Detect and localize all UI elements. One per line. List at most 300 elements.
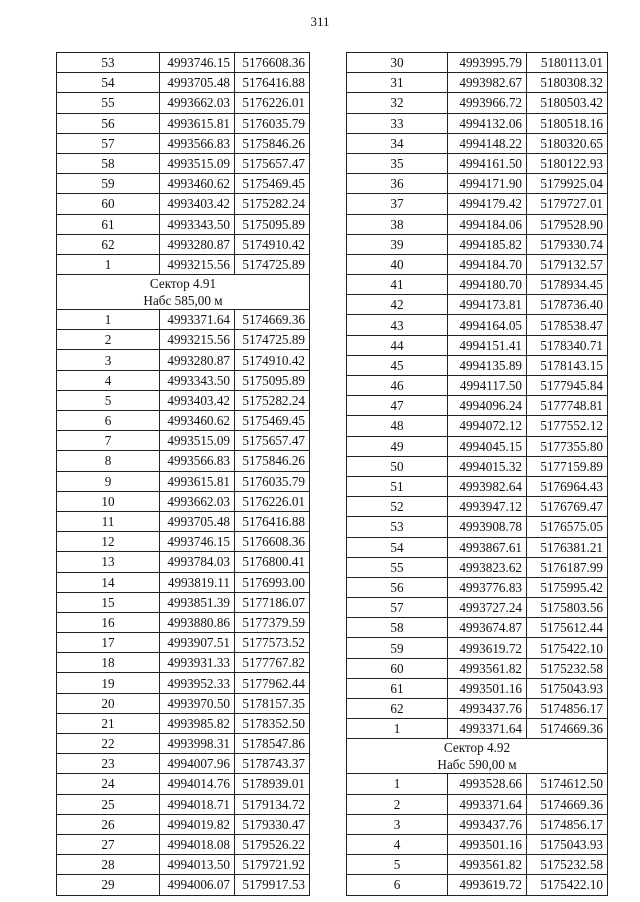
- coordinate-x: 4993819.11: [160, 572, 235, 592]
- coordinate-y: 5179134.72: [235, 794, 310, 814]
- table-row: [347, 53, 608, 73]
- coordinate-x: 4993908.78: [448, 517, 527, 537]
- point-number: 50: [347, 456, 448, 476]
- point-number: 62: [347, 699, 448, 719]
- table-row: [347, 93, 608, 113]
- sector-height: Набс 590,00 м: [437, 757, 517, 773]
- coordinate-x: 4994184.06: [448, 214, 527, 234]
- point-number: 4: [57, 370, 160, 390]
- table-row: [347, 638, 608, 658]
- table-row: [347, 396, 608, 416]
- coordinate-x: 4994013.50: [160, 855, 235, 875]
- table-row: [347, 73, 608, 93]
- coordinate-x: 4993343.50: [160, 214, 235, 234]
- point-number: 56: [347, 577, 448, 597]
- table-row: [57, 834, 310, 854]
- point-number: 1: [57, 310, 160, 330]
- coordinate-x: 4993674.87: [448, 618, 527, 638]
- point-number: 22: [57, 734, 160, 754]
- coordinate-x: 4993371.64: [448, 719, 527, 739]
- coordinate-y: 5179528.90: [527, 214, 608, 234]
- point-number: 17: [57, 633, 160, 653]
- coordinate-y: 5176769.47: [527, 497, 608, 517]
- table-row: [57, 113, 310, 133]
- point-number: 41: [347, 275, 448, 295]
- point-number: 1: [57, 254, 160, 274]
- table-row: [347, 194, 608, 214]
- table-row: [57, 653, 310, 673]
- coordinate-x: 4993501.16: [448, 834, 527, 854]
- coordinate-y: 5177748.81: [527, 396, 608, 416]
- point-number: 10: [57, 491, 160, 511]
- coordinate-y: 5174669.36: [527, 719, 608, 739]
- table-row: [57, 511, 310, 531]
- table-row: [347, 794, 608, 814]
- coordinate-y: 5177159.89: [527, 456, 608, 476]
- coordinate-x: 4993998.31: [160, 734, 235, 754]
- table-row: [347, 658, 608, 678]
- coordinate-y: 5178157.35: [235, 693, 310, 713]
- coordinate-y: 5175232.58: [527, 855, 608, 875]
- coordinate-x: 4993528.66: [448, 774, 527, 794]
- coordinate-x: 4993776.83: [448, 577, 527, 597]
- point-number: 54: [347, 537, 448, 557]
- coordinate-y: 5176608.36: [235, 53, 310, 73]
- point-number: 60: [57, 194, 160, 214]
- coordinate-x: 4993705.48: [160, 511, 235, 531]
- point-number: 16: [57, 612, 160, 632]
- coordinate-y: 5175282.24: [235, 194, 310, 214]
- table-row: [347, 275, 608, 295]
- coordinate-x: 4993280.87: [160, 234, 235, 254]
- point-number: 55: [347, 557, 448, 577]
- coordinate-x: 4993460.62: [160, 174, 235, 194]
- coordinate-y: 5179721.92: [235, 855, 310, 875]
- point-number: 30: [347, 53, 448, 73]
- coordinate-x: 4993460.62: [160, 411, 235, 431]
- coordinate-y: 5176608.36: [235, 532, 310, 552]
- point-number: 1: [347, 719, 448, 739]
- sector-header: [57, 275, 310, 310]
- coordinate-y: 5174910.42: [235, 234, 310, 254]
- coordinate-x: 4993727.24: [448, 598, 527, 618]
- table-row: [347, 416, 608, 436]
- point-number: 59: [347, 638, 448, 658]
- coordinate-x: 4993566.83: [160, 133, 235, 153]
- table-row: [57, 370, 310, 390]
- table-row: [347, 295, 608, 315]
- coordinate-x: 4994007.96: [160, 754, 235, 774]
- coordinate-y: 5179330.74: [527, 234, 608, 254]
- table-row: [57, 73, 310, 93]
- table-row: [57, 633, 310, 653]
- coordinate-x: 4993615.81: [160, 113, 235, 133]
- table-row: [347, 315, 608, 335]
- point-number: 13: [57, 552, 160, 572]
- coordinate-y: 5177355.80: [527, 436, 608, 456]
- sector-header: [347, 739, 608, 774]
- table-row: [57, 713, 310, 733]
- coordinate-x: 4993280.87: [160, 350, 235, 370]
- coordinate-y: 5178736.40: [527, 295, 608, 315]
- table-row: [347, 537, 608, 557]
- coordinate-x: 4993823.62: [448, 557, 527, 577]
- coordinate-x: 4993784.03: [160, 552, 235, 572]
- coordinate-x: 4994072.12: [448, 416, 527, 436]
- point-number: 4: [347, 834, 448, 854]
- table-row: [57, 330, 310, 350]
- point-number: 52: [347, 497, 448, 517]
- coordinate-y: 5177767.82: [235, 653, 310, 673]
- coordinate-x: 4994018.71: [160, 794, 235, 814]
- table-row: [347, 335, 608, 355]
- point-number: 5: [57, 390, 160, 410]
- point-number: 51: [347, 476, 448, 496]
- point-number: 57: [347, 598, 448, 618]
- table-row: [347, 618, 608, 638]
- coordinate-y: 5178538.47: [527, 315, 608, 335]
- coordinate-y: 5179917.53: [235, 875, 310, 895]
- point-number: 34: [347, 133, 448, 153]
- table-row: [347, 774, 608, 794]
- point-number: 61: [347, 678, 448, 698]
- point-number: 57: [57, 133, 160, 153]
- point-number: 39: [347, 234, 448, 254]
- table-row: [57, 411, 310, 431]
- coordinate-x: 4994173.81: [448, 295, 527, 315]
- coordinate-y: 5179330.47: [235, 814, 310, 834]
- coordinate-y: 5179132.57: [527, 254, 608, 274]
- coordinate-x: 4993966.72: [448, 93, 527, 113]
- coordinate-y: 5175282.24: [235, 390, 310, 410]
- table-row: [347, 598, 608, 618]
- sector-title: Сектор 4.91: [149, 276, 217, 292]
- coordinate-x: 4993437.76: [448, 699, 527, 719]
- coordinate-y: 5180308.32: [527, 73, 608, 93]
- table-row: [57, 774, 310, 794]
- coordinate-y: 5176964.43: [527, 476, 608, 496]
- point-number: 40: [347, 254, 448, 274]
- point-number: 9: [57, 471, 160, 491]
- coordinate-x: 4994117.50: [448, 376, 527, 396]
- coordinate-y: 5180320.65: [527, 133, 608, 153]
- table-row: [57, 532, 310, 552]
- point-number: 36: [347, 174, 448, 194]
- coordinate-y: 5175422.10: [527, 875, 608, 895]
- point-number: 47: [347, 396, 448, 416]
- table-row: [57, 491, 310, 511]
- table-row: [347, 436, 608, 456]
- coordinate-y: 5178340.71: [527, 335, 608, 355]
- table-row: [347, 234, 608, 254]
- point-number: 33: [347, 113, 448, 133]
- coordinate-y: 5174856.17: [527, 699, 608, 719]
- coordinate-x: 4993947.12: [448, 497, 527, 517]
- table-row: [57, 451, 310, 471]
- coordinate-y: 5176035.79: [235, 471, 310, 491]
- coordinate-y: 5176226.01: [235, 491, 310, 511]
- table-row: [57, 754, 310, 774]
- coordinate-y: 5175612.44: [527, 618, 608, 638]
- coordinate-x: 4993619.72: [448, 638, 527, 658]
- point-number: 21: [57, 713, 160, 733]
- coordinate-x: 4993982.67: [448, 73, 527, 93]
- coordinate-y: 5180518.16: [527, 113, 608, 133]
- coordinate-x: 4993561.82: [448, 855, 527, 875]
- coordinate-x: 4993403.42: [160, 390, 235, 410]
- coordinate-y: 5177945.84: [527, 376, 608, 396]
- point-number: 44: [347, 335, 448, 355]
- table-row: [57, 592, 310, 612]
- point-number: 58: [347, 618, 448, 638]
- coordinate-x: 4993215.56: [160, 254, 235, 274]
- table-row: [347, 497, 608, 517]
- sector-title: Сектор 4.92: [443, 740, 511, 756]
- coordinate-x: 4994185.82: [448, 234, 527, 254]
- sector-header-row: [347, 739, 608, 774]
- point-number: 46: [347, 376, 448, 396]
- coordinate-x: 4993867.61: [448, 537, 527, 557]
- coordinate-x: 4993985.82: [160, 713, 235, 733]
- table-row: [57, 153, 310, 173]
- point-number: 28: [57, 855, 160, 875]
- point-number: 37: [347, 194, 448, 214]
- coordinate-y: 5178143.15: [527, 355, 608, 375]
- table-row: [57, 350, 310, 370]
- coordinate-y: 5179925.04: [527, 174, 608, 194]
- coordinate-x: 4993931.33: [160, 653, 235, 673]
- table-row: [347, 678, 608, 698]
- coordinate-y: 5175043.93: [527, 678, 608, 698]
- table-row: [347, 855, 608, 875]
- coordinate-x: 4993371.64: [448, 794, 527, 814]
- coordinate-x: 4993515.09: [160, 153, 235, 173]
- table-row: [57, 53, 310, 73]
- table-row: [57, 390, 310, 410]
- coordinate-y: 5174725.89: [235, 330, 310, 350]
- coordinate-y: 5174612.50: [527, 774, 608, 794]
- coordinate-x: 4993662.03: [160, 491, 235, 511]
- point-number: 3: [57, 350, 160, 370]
- coordinate-x: 4993662.03: [160, 93, 235, 113]
- point-number: 61: [57, 214, 160, 234]
- table-row: [347, 174, 608, 194]
- point-number: 60: [347, 658, 448, 678]
- point-number: 23: [57, 754, 160, 774]
- table-row: [347, 456, 608, 476]
- coordinate-y: 5178939.01: [235, 774, 310, 794]
- point-number: 6: [347, 875, 448, 895]
- coordinate-x: 4994171.90: [448, 174, 527, 194]
- coordinate-x: 4994164.05: [448, 315, 527, 335]
- point-number: 27: [57, 834, 160, 854]
- coordinate-y: 5180122.93: [527, 153, 608, 173]
- table-row: [57, 734, 310, 754]
- table-row: [57, 174, 310, 194]
- table-row: [347, 254, 608, 274]
- table-row: [57, 855, 310, 875]
- coordinate-y: 5178934.45: [527, 275, 608, 295]
- table-row: [57, 673, 310, 693]
- point-number: 45: [347, 355, 448, 375]
- table-row: [57, 471, 310, 491]
- table-row: [347, 355, 608, 375]
- table-row: [347, 113, 608, 133]
- coordinate-y: 5178352.50: [235, 713, 310, 733]
- coordinate-x: 4993566.83: [160, 451, 235, 471]
- coordinate-x: 4994148.22: [448, 133, 527, 153]
- table-row: [57, 552, 310, 572]
- coordinate-y: 5177186.07: [235, 592, 310, 612]
- point-number: 12: [57, 532, 160, 552]
- coordinate-x: 4993371.64: [160, 310, 235, 330]
- coordinates-table-right: [346, 52, 608, 896]
- table-row: [57, 814, 310, 834]
- table-row: [57, 93, 310, 113]
- coordinate-x: 4994096.24: [448, 396, 527, 416]
- point-number: 55: [57, 93, 160, 113]
- table-row: [347, 875, 608, 895]
- coordinate-x: 4994019.82: [160, 814, 235, 834]
- coordinate-x: 4993437.76: [448, 814, 527, 834]
- point-number: 29: [57, 875, 160, 895]
- table-row: [57, 875, 310, 895]
- table-row: [57, 214, 310, 234]
- coordinate-x: 4994132.06: [448, 113, 527, 133]
- table-row: [57, 194, 310, 214]
- point-number: 49: [347, 436, 448, 456]
- coordinate-x: 4994018.08: [160, 834, 235, 854]
- point-number: 2: [347, 794, 448, 814]
- coordinate-y: 5176187.99: [527, 557, 608, 577]
- table-row: [347, 214, 608, 234]
- coordinate-y: 5175469.45: [235, 174, 310, 194]
- point-number: 59: [57, 174, 160, 194]
- sector-header-row: [57, 275, 310, 310]
- coordinate-y: 5174856.17: [527, 814, 608, 834]
- table-row: [347, 376, 608, 396]
- point-number: 5: [347, 855, 448, 875]
- page-number: 311: [310, 14, 330, 29]
- table-row: [57, 254, 310, 274]
- point-number: 18: [57, 653, 160, 673]
- coordinate-y: 5176993.00: [235, 572, 310, 592]
- coordinate-y: 5175657.47: [235, 431, 310, 451]
- point-number: 53: [57, 53, 160, 73]
- coordinate-y: 5175657.47: [235, 153, 310, 173]
- point-number: 24: [57, 774, 160, 794]
- coordinate-y: 5176381.21: [527, 537, 608, 557]
- point-number: 25: [57, 794, 160, 814]
- coordinate-x: 4994179.42: [448, 194, 527, 214]
- point-number: 62: [57, 234, 160, 254]
- coordinate-y: 5177962.44: [235, 673, 310, 693]
- coordinate-x: 4993746.15: [160, 532, 235, 552]
- coordinate-x: 4993215.56: [160, 330, 235, 350]
- coordinate-x: 4993515.09: [160, 431, 235, 451]
- coordinate-x: 4994180.70: [448, 275, 527, 295]
- coordinate-y: 5174725.89: [235, 254, 310, 274]
- point-number: 3: [347, 814, 448, 834]
- coordinate-y: 5176416.88: [235, 511, 310, 531]
- point-number: 56: [57, 113, 160, 133]
- coordinate-x: 4993952.33: [160, 673, 235, 693]
- point-number: 1: [347, 774, 448, 794]
- coordinate-x: 4993982.64: [448, 476, 527, 496]
- table-row: [347, 834, 608, 854]
- coordinate-x: 4994161.50: [448, 153, 527, 173]
- coordinate-x: 4994184.70: [448, 254, 527, 274]
- point-number: 42: [347, 295, 448, 315]
- point-number: 58: [57, 153, 160, 173]
- coordinate-y: 5176575.05: [527, 517, 608, 537]
- point-number: 43: [347, 315, 448, 335]
- coordinate-x: 4993746.15: [160, 53, 235, 73]
- table-row: [57, 794, 310, 814]
- coordinate-y: 5175095.89: [235, 214, 310, 234]
- coordinate-x: 4993970.50: [160, 693, 235, 713]
- coordinate-y: 5175422.10: [527, 638, 608, 658]
- coordinate-x: 4993343.50: [160, 370, 235, 390]
- table-row: [57, 310, 310, 330]
- coordinate-y: 5174669.36: [527, 794, 608, 814]
- coordinate-y: 5177379.59: [235, 612, 310, 632]
- point-number: 15: [57, 592, 160, 612]
- coordinates-table-left: [56, 52, 310, 896]
- table-row: [347, 814, 608, 834]
- coordinate-y: 5179727.01: [527, 194, 608, 214]
- coordinate-x: 4993615.81: [160, 471, 235, 491]
- coordinate-x: 4994015.32: [448, 456, 527, 476]
- table-row: [57, 234, 310, 254]
- coordinate-y: 5174669.36: [235, 310, 310, 330]
- table-row: [347, 577, 608, 597]
- coordinate-y: 5175232.58: [527, 658, 608, 678]
- point-number: 8: [57, 451, 160, 471]
- point-number: 31: [347, 73, 448, 93]
- table-row: [57, 572, 310, 592]
- coordinate-y: 5175095.89: [235, 370, 310, 390]
- coordinate-y: 5176416.88: [235, 73, 310, 93]
- point-number: 32: [347, 93, 448, 113]
- coordinate-x: 4993619.72: [448, 875, 527, 895]
- coordinate-y: 5178743.37: [235, 754, 310, 774]
- coordinate-x: 4993995.79: [448, 53, 527, 73]
- coordinate-x: 4993501.16: [448, 678, 527, 698]
- table-row: [347, 557, 608, 577]
- table-row: [57, 612, 310, 632]
- table-row: [347, 699, 608, 719]
- point-number: 54: [57, 73, 160, 93]
- coordinate-y: 5178547.86: [235, 734, 310, 754]
- table-row: [57, 431, 310, 451]
- table-row: [347, 517, 608, 537]
- coordinate-y: 5179526.22: [235, 834, 310, 854]
- table-row: [57, 693, 310, 713]
- coordinate-y: 5175469.45: [235, 411, 310, 431]
- point-number: 2: [57, 330, 160, 350]
- table-row: [347, 153, 608, 173]
- point-number: 14: [57, 572, 160, 592]
- coordinate-x: 4993705.48: [160, 73, 235, 93]
- coordinate-y: 5175803.56: [527, 598, 608, 618]
- point-number: 7: [57, 431, 160, 451]
- coordinate-y: 5180113.01: [527, 53, 608, 73]
- point-number: 53: [347, 517, 448, 537]
- point-number: 19: [57, 673, 160, 693]
- point-number: 26: [57, 814, 160, 834]
- table-row: [57, 133, 310, 153]
